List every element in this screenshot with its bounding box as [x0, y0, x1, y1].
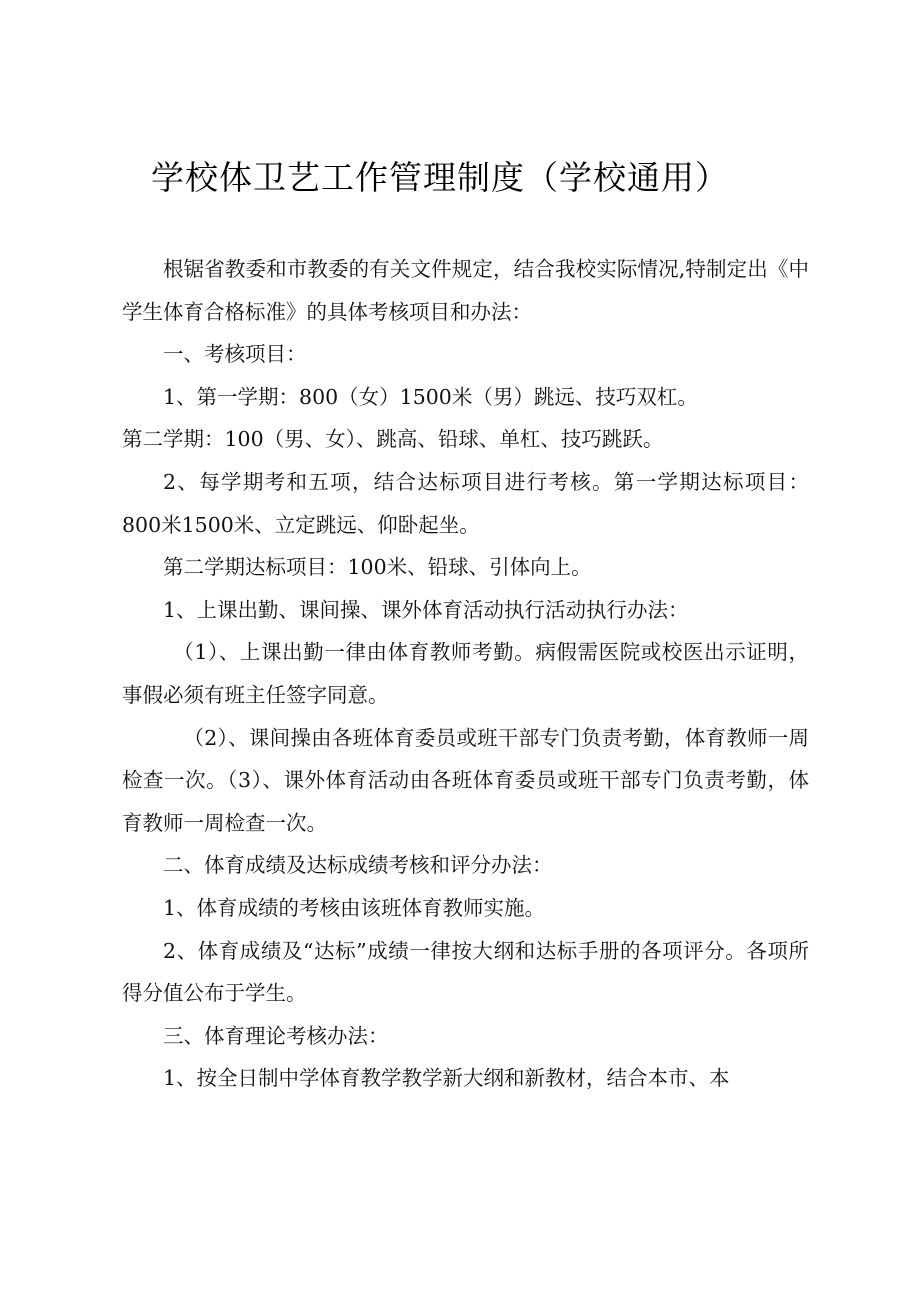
- paragraph-semester-1-items: 1、第一学期：800（女）1500米（男）跳远、技巧双杠。: [163, 384, 698, 409]
- paragraph-semester-2-items: 第二学期：100（男、女）、跳高、铅球、单杠、技巧跳跃。: [122, 427, 664, 452]
- paragraph-section-1-heading: 一、考核项目：: [163, 342, 307, 367]
- paragraph-attendance-heading: 1、上课出勤、课间操、课外体育活动执行活动执行办法：: [163, 597, 689, 622]
- paragraph-attendance-2-3: （2）、课间操由各班体育委员或班干部专门负责考勤，体育教师一周检查一次。（3）、课外体育活动由各班体育委员或班干部专门负责考勤，体育教师一周检查一次。: [122, 725, 809, 835]
- paragraph-intro: 根锯省教委和市教委的有关文件规定，结合我校实际情况,特制定出《中学生体育合格标准》的具体考核项目和办法：: [122, 257, 809, 324]
- paragraph-semester-2-standard: 第二学期达标项目：100米、铅球、引体向上。: [163, 555, 592, 580]
- document-body: [122, 248, 809, 1100]
- paragraph-assessment-items: 2、每学期考和五项，结合达标项目进行考核。第一学期达标项目：800米1500米、立定跳远、仰卧起坐。: [122, 469, 809, 537]
- paragraph-section-2-heading: 二、体育成绩及达标成绩考核和评分办法：: [163, 853, 553, 878]
- paragraph-section-3-heading: 三、体育理论考核办法：: [163, 1023, 389, 1048]
- paragraph-section-2-item-2: 2、体育成绩及“达标”成绩一律按大纲和达标手册的各项评分。各项所得分值公布于学生。: [122, 938, 809, 1006]
- paragraph-section-3-item-1: 1、按全日制中学体育教学教学新大纲和新教材，结合本市、本: [163, 1066, 730, 1091]
- document-title: 学校体卫艺工作管理制度（学校通用）: [151, 158, 729, 197]
- paragraph-attendance-1: （1）、上课出勤一律由体育教师考勤。病假需医院或校医出示证明，事假必须有班主任签字同意。: [122, 640, 809, 707]
- paragraph-section-2-item-1: 1、体育成绩的考核由该班体育教师实施。: [163, 895, 546, 920]
